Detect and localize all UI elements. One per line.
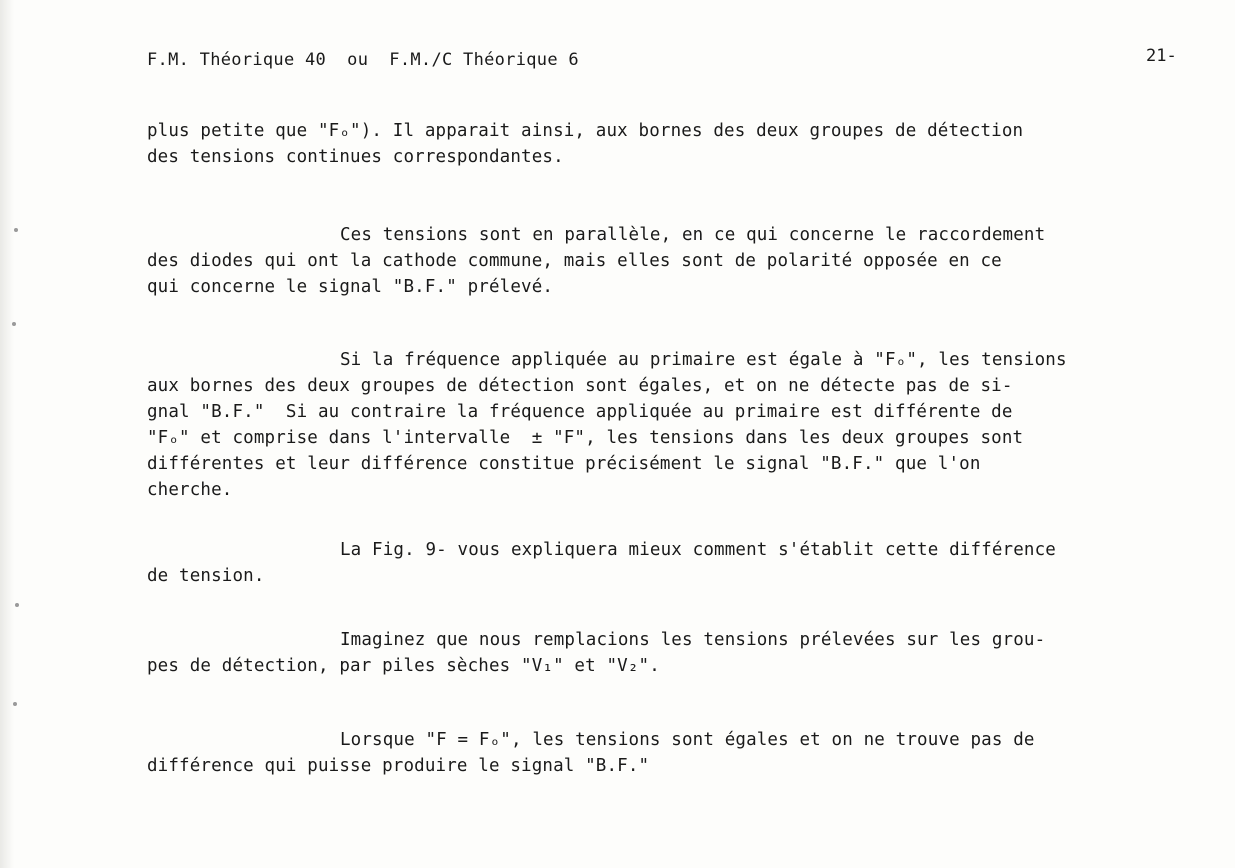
text-line: pes de détection, par piles sèches "V₁" et "V₂".: [147, 656, 660, 676]
scan-edge-shadow: [0, 0, 14, 868]
scan-speck: [12, 322, 16, 326]
text-line: Lorsque "F = Fₒ", les tensions sont égales et on ne trouve pas de: [340, 730, 1035, 750]
scan-speck: [13, 702, 17, 706]
text-line: cherche.: [147, 480, 233, 500]
page-number: 21-: [1146, 46, 1177, 66]
text-line: qui concerne le signal "B.F." prélevé.: [147, 277, 554, 297]
text-line: Ces tensions sont en parallèle, en ce qui concerne le raccordement: [340, 225, 1046, 245]
text-line: La Fig. 9- vous expliquera mieux comment s'établit cette différence: [340, 540, 1056, 560]
text-line: aux bornes des deux groupes de détection sont égales, et on ne détecte pas de si-: [147, 376, 1013, 396]
text-line: de tension.: [147, 566, 265, 586]
text-line: gnal "B.F." Si au contraire la fréquence appliquée au primaire est différente de: [147, 402, 1013, 422]
text-line: des tensions continues correspondantes.: [147, 147, 564, 167]
text-line: des diodes qui ont la cathode commune, mais elles sont de polarité opposée en ce: [147, 251, 1002, 271]
text-line: différence qui puisse produire le signal "B.F.": [147, 756, 650, 776]
text-line: plus petite que "Fₒ"). Il apparait ainsi, aux bornes des deux groupes de détection: [147, 121, 1024, 141]
running-header: F.M. Théorique 40 ou F.M./C Théorique 6: [147, 50, 579, 70]
text-line: différentes et leur différence constitue précisément le signal "B.F." que l'on: [147, 454, 981, 474]
scan-speck: [15, 603, 19, 607]
text-line: Imaginez que nous remplacions les tensions prélevées sur les grou-: [340, 630, 1046, 650]
text-line: Si la fréquence appliquée au primaire est égale à "Fₒ", les tensions: [340, 350, 1067, 370]
scan-speck: [14, 228, 18, 232]
text-line: "Fₒ" et comprise dans l'intervalle ± "F", les tensions dans les deux groupes sont: [147, 428, 1024, 448]
